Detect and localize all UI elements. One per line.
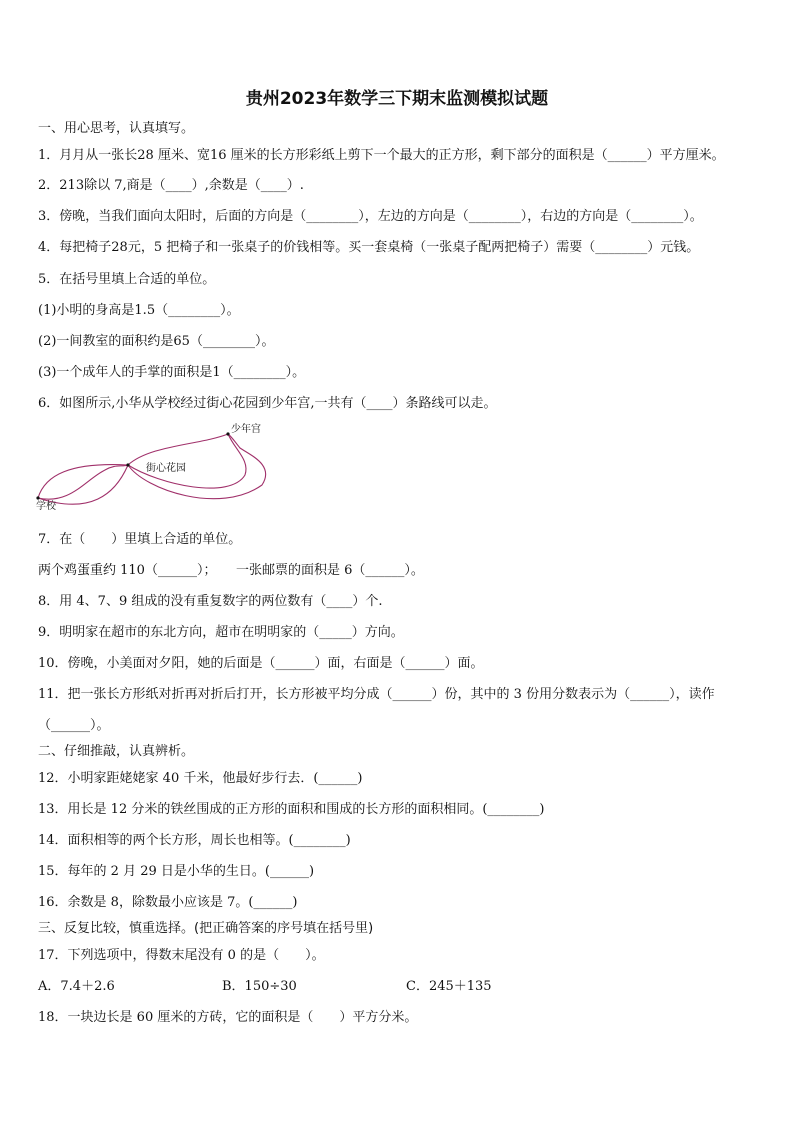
question-1: 1．月月从一张长28 厘米、宽16 厘米的长方形彩纸上剪下一个最大的正方形，剩下部分的面积是（______）平方厘米。 xyxy=(38,148,725,163)
question-16: 16．余数是 8，除数最小应该是 7。(______) xyxy=(38,895,298,910)
garden-label: 街心花园 xyxy=(146,463,186,474)
question-11-continued: （______）。 xyxy=(38,718,110,733)
school-label: 学校 xyxy=(36,501,56,512)
palace-label: 少年宫 xyxy=(231,424,261,435)
question-7: 7．在（ ）里填上合适的单位。 xyxy=(38,532,242,547)
garden-point xyxy=(126,463,129,466)
question-15: 15．每年的 2 月 29 日是小华的生日。(______) xyxy=(38,864,315,879)
question-14: 14．面积相等的两个长方形，周长也相等。(________) xyxy=(38,833,351,848)
question-11: 11．把一张长方形纸对折再对折后打开，长方形被平均分成（______）份，其中的 3 份用分数表示为（______），读作 xyxy=(38,687,715,702)
question-17-option-c: C．245＋135 xyxy=(406,979,492,994)
question-9: 9．明明家在超市的东北方向，超市在明明家的（_____）方向。 xyxy=(38,625,404,640)
page-title: 贵州2023年数学三下期末监测模拟试题 xyxy=(245,89,549,109)
route-school-to-garden-1 xyxy=(38,465,128,498)
route-map-figure xyxy=(30,420,280,515)
question-5-part-1: (1)小明的身高是1.5（________）。 xyxy=(38,303,240,318)
question-5-part-3: (3)一个成年人的手掌的面积是1（________）。 xyxy=(38,365,306,380)
question-12: 12．小明家距姥姥家 40 千米，他最好步行去．(______) xyxy=(38,771,363,786)
question-17-option-b: B．150÷30 xyxy=(222,979,297,994)
question-7-parts: 两个鸡蛋重约 110（______）； 一张邮票的面积是 6（______）。 xyxy=(38,563,424,578)
question-18: 18．一块边长是 60 厘米的方砖，它的面积是（ ）平方分米。 xyxy=(38,1010,418,1025)
question-17-option-a: A．7.4＋2.6 xyxy=(38,979,115,994)
section-1-heading: 一、用心思考，认真填写。 xyxy=(38,121,195,136)
question-5: 5．在括号里填上合适的单位。 xyxy=(38,272,216,287)
question-13: 13．用长是 12 分米的铁丝围成的正方形的面积和围成的长方形的面积相同。(________) xyxy=(38,802,545,817)
question-8: 8．用 4、7、9 组成的没有重复数字的两位数有（____）个. xyxy=(38,594,383,609)
question-4: 4．每把椅子28元，5 把椅子和一张桌子的价钱相等。买一套桌椅（一张桌子配两把椅子）需要（________）元钱。 xyxy=(38,240,700,255)
route-school-to-garden-3 xyxy=(38,465,128,504)
section-3-heading: 三、反复比较，慎重选择。(把正确答案的序号填在括号里) xyxy=(38,921,374,936)
question-2: 2．213除以 7,商是（____）,余数是（____）. xyxy=(38,178,304,193)
route-school-to-garden-2 xyxy=(38,465,128,499)
question-3: 3．傍晚，当我们面向太阳时，后面的方向是（________），左边的方向是（________），右边的方向是（________）。 xyxy=(38,209,703,224)
route-garden-to-palace-1 xyxy=(128,434,228,465)
school-point xyxy=(36,496,39,499)
question-17: 17．下列选项中，得数末尾没有 0 的是（ ）。 xyxy=(38,948,325,963)
palace-point xyxy=(226,432,229,435)
section-2-heading: 二、仔细推敲，认真辨析。 xyxy=(38,744,195,759)
question-6: 6．如图所示,小华从学校经过街心花园到少年宫,一共有（____）条路线可以走。 xyxy=(38,396,497,411)
question-10: 10．傍晚，小美面对夕阳，她的后面是（______）面，右面是（______）面。 xyxy=(38,656,484,671)
question-5-part-2: (2)一间教室的面积约是65（________）。 xyxy=(38,334,275,349)
